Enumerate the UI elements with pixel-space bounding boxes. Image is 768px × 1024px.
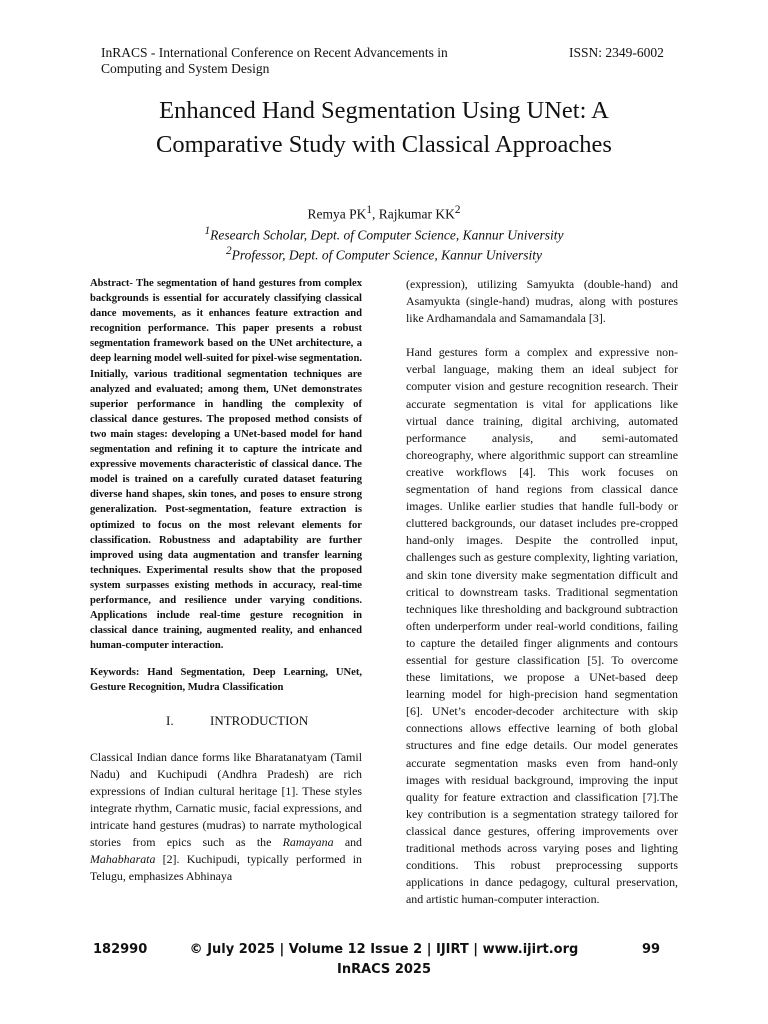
author-1: Remya PK [307, 206, 367, 222]
affiliation-2-sup: 2 [226, 245, 232, 257]
intro-ramayana: Ramayana [282, 835, 334, 850]
running-header: InRACS - International Conference on Recent Advancements in Computing and System Design [101, 45, 448, 76]
abstract: Abstract- The segmentation of hand gestures from complex backgrounds is essential for accurately classifying classical dance movements, as it enhances feature extraction and recognition performance. This paper presents a robust segmentation framework based on the UNet architecture, a deep learning model well-suited for pixel-wise segmentation. Initially, various traditional segmentation techniques are analyzed and evaluated; among them, UNet demonstrates superior performance in handling the complexity of classical dance gestures. The proposed method consists of two main stages: developing a UNet-based model for hand segmentation and refining it to capture the intricate and expressive movements characteristic of classical dance. The model is trained on a carefully curated dataset featuring diverse hand shapes, skin tones, and poses to ensure strong generalization. Post-segmentation, feature extraction is optimized to focus on the most relevant elements for classification. Robustness and adaptability are further improved using data augmentation and transfer learning techniques. Experimental results show that the proposed system surpasses existing methods in accuracy, real-time performance, and resilience under varying conditions. Applications include real-time gesture recognition in classical dance training, augmented reality, and enhanced human-computer interaction. [90, 278, 362, 652]
section-heading [90, 712, 362, 729]
page-number: 99 [642, 942, 661, 957]
section-title: INTRODUCTION [210, 712, 309, 728]
affiliation-1-sup: 1 [204, 224, 211, 237]
intro-mahabharata: Mahabharata [90, 852, 156, 867]
author-block [0, 202, 768, 264]
intro-text-a: Classical Indian dance forms like Bharatanatyam (Tamil Nadu) and Kuchipudi (Andhra Pradesh) are rich expressions of Indian cultural heritage [1]. These styles integrate rhythm, Carnatic music, facial expressions, and intricate hand gestures (mudras) to narrate mythological stories from epics such as the [90, 749, 362, 850]
footer-line-2: InRACS 2025 [336, 962, 431, 977]
author-2-sup: 2 [454, 204, 461, 216]
author-2: Rajkumar KK [378, 206, 455, 222]
intro-paragraph-1 [90, 749, 362, 886]
author-1-sup: 1 [366, 204, 372, 216]
right-column [406, 276, 678, 908]
title-line-1: Enhanced Hand Segmentation Using UNet: A [159, 97, 609, 124]
author-sep: , [372, 206, 379, 222]
footer-id: 182990 [93, 942, 148, 957]
section-number: I. [166, 712, 174, 728]
author-line [0, 202, 768, 223]
paragraph-gap [406, 327, 678, 344]
affiliation-2 [0, 243, 768, 264]
intro-and: and [333, 835, 362, 850]
keywords: Keywords: Hand Segmentation, Deep Learning, UNet, Gesture Recognition, Mudra Classification [90, 667, 362, 694]
right-paragraph-1: (expression), utilizing Samyukta (double-hand) and Asamyukta (single-hand) mudras, along with postures like Ardhamandala and Samamandala [3]. [406, 277, 678, 326]
title-line-2: Comparative Study with Classical Approaches [156, 131, 612, 158]
affiliation-2-text: Professor, Dept. of Computer Science, Kannur University [231, 247, 542, 263]
intro-text-b: [2]. Kuchipudi, typically performed in Telugu, emphasizes Abhinaya [90, 852, 362, 884]
affiliation-1-text: Research Scholar, Dept. of Computer Science, Kannur University [210, 227, 564, 242]
paper-title [0, 94, 768, 162]
affiliation-1 [0, 223, 768, 244]
footer-center: © July 2025 | Volume 12 Issue 2 | IJIRT | www.ijirt.org [189, 942, 579, 957]
issn: ISSN: 2349-6002 [569, 45, 664, 60]
right-paragraph-2: Hand gestures form a complex and expressive non-verbal language, making them an ideal subject for computer vision and gesture recognition research. Their accurate segmentation is vital for applications like virtual dance training, digital archiving, automated performance analysis, and semi-automated choreography, where algorithmic support can streamline creative workflows [4]. This work focuses on segmentation of hand regions from classical dance images. Unlike earlier studies that handle full-body or cluttered backgrounds, our dataset includes pre-cropped hand-only images. Despite the controlled input, challenges such as gesture complexity, lighting variation, and skin tone diversity make segmentation difficult and critical to downstream tasks. Traditional segmentation techniques like thresholding and background subtraction often underperform under real-world conditions, failing to capture the detailed finger alignments and contours essential for gesture classification [5]. To overcome these limitations, we propose a UNet-based deep learning model for high-precision hand segmentation [6]. UNet’s encoder-decoder architecture with skip connections allows effective learning of both global structures and fine edge details. Our model generates accurate segmentation masks even from hand-only images with residual background, improving the input quality for feature extraction and classification [7].The key contribution is a segmentation strategy tailored for classical dance gestures, offering improvements over traditional methods across varying poses and lighting conditions. This robust preprocessing supports applications in dance pedagogy, cultural preservation, and artistic human-computer interaction. [406, 345, 678, 907]
left-column [90, 276, 362, 885]
